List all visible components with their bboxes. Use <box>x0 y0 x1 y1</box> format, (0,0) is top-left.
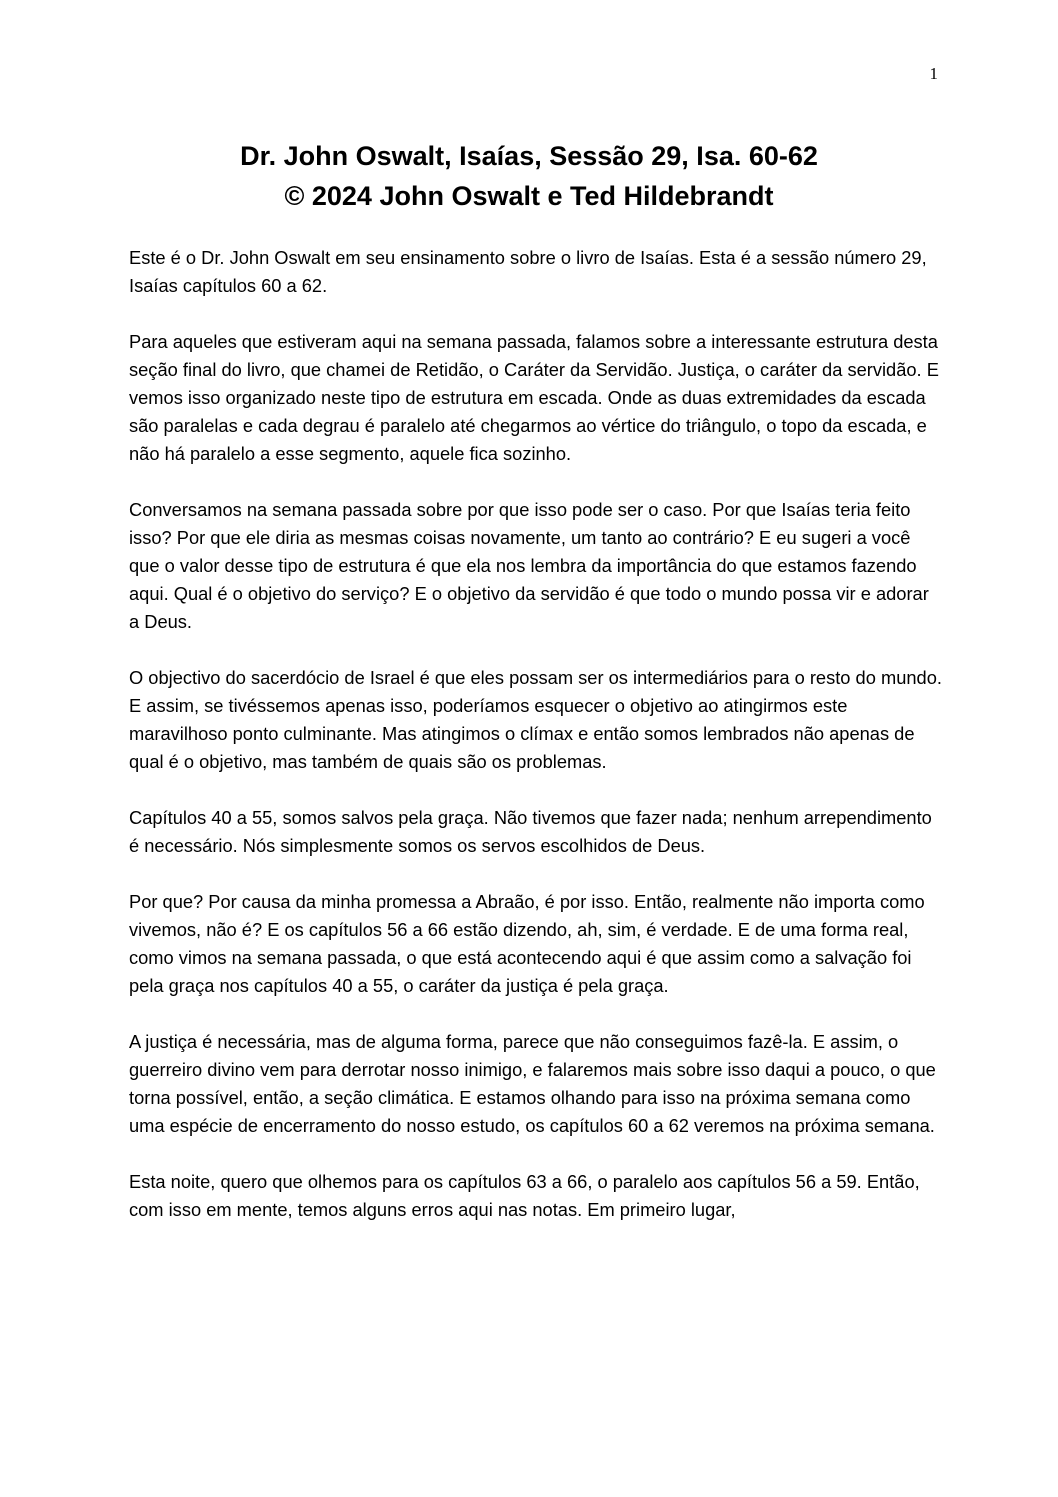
paragraph: Este é o Dr. John Oswalt em seu ensinamento sobre o livro de Isaías. Esta é a sessão número 29, Isaías capítulos 60 a 62. <box>129 247 927 296</box>
paragraph: Esta noite, quero que olhemos para os capítulos 63 a 66, o paralelo aos capítulos 56 a 59. Então, com isso em mente, temos alguns erros aqui nas notas. Em primeiro lugar, <box>129 1171 920 1220</box>
paragraph: A justiça é necessária, mas de alguma forma, parece que não conseguimos fazê-la. E assim, o guerreiro divino vem para derrotar nosso inimigo, e falaremos mais sobre isso daqui a pouco, o que torna possível, então, a seção climática. E estamos olhando para isso na próxima semana como uma espécie de encerramento do nosso estudo, os capítulos 60 a 62 veremos na próxima semana. <box>129 1031 936 1136</box>
title-line-1: Dr. John Oswalt, Isaías, Sessão 29, Isa. 60-62 <box>240 141 818 171</box>
paragraph: Capítulos 40 a 55, somos salvos pela graça. Não tivemos que fazer nada; nenhum arrependimento é necessário. Nós simplesmente somos os servos escolhidos de Deus. <box>129 807 932 856</box>
paragraph: Para aqueles que estiveram aqui na semana passada, falamos sobre a interessante estrutura desta seção final do livro, que chamei de Retidão, o Caráter da Servidão. Justiça, o caráter da servidão. E vemos isso organizado neste tipo de estrutura em escada. Onde as duas extremidades da escada são paralelas e cada degrau é paralelo até chegarmos ao vértice do triângulo, o topo da escada, e não há paralelo a esse segmento, aquele fica sozinho. <box>129 331 939 464</box>
paragraph: O objectivo do sacerdócio de Israel é que eles possam ser os intermediários para o resto do mundo. E assim, se tivéssemos apenas isso, poderíamos esquecer o objetivo ao atingirmos este maravilhoso ponto culminante. Mas atingimos o clímax e então somos lembrados não apenas de qual é o objetivo, mas também de quais são os problemas. <box>129 667 942 772</box>
paragraph: Conversamos na semana passada sobre por que isso pode ser o caso. Por que Isaías teria feito isso? Por que ele diria as mesmas coisas novamente, um tanto ao contrário? E eu sugeri a você que o valor desse tipo de estrutura é que ela nos lembra da importância do que estamos fazendo aqui. Qual é o objetivo do serviço? E o objetivo da servidão é que todo o mundo possa vir e adorar a Deus. <box>129 499 929 632</box>
paragraph: Por que? Por causa da minha promessa a Abraão, é por isso. Então, realmente não importa como vivemos, não é? E os capítulos 56 a 66 estão dizendo, ah, sim, é verdade. E de uma forma real, como vimos na semana passada, o que está acontecendo aqui é que assim como a salvação foi pela graça nos capítulos 40 a 55, o caráter da justiça é pela graça. <box>129 891 925 996</box>
page-number: 1 <box>929 64 938 83</box>
document-body <box>129 244 944 1224</box>
document-title <box>100 136 958 216</box>
title-line-2: © 2024 John Oswalt e Ted Hildebrandt <box>284 181 774 211</box>
